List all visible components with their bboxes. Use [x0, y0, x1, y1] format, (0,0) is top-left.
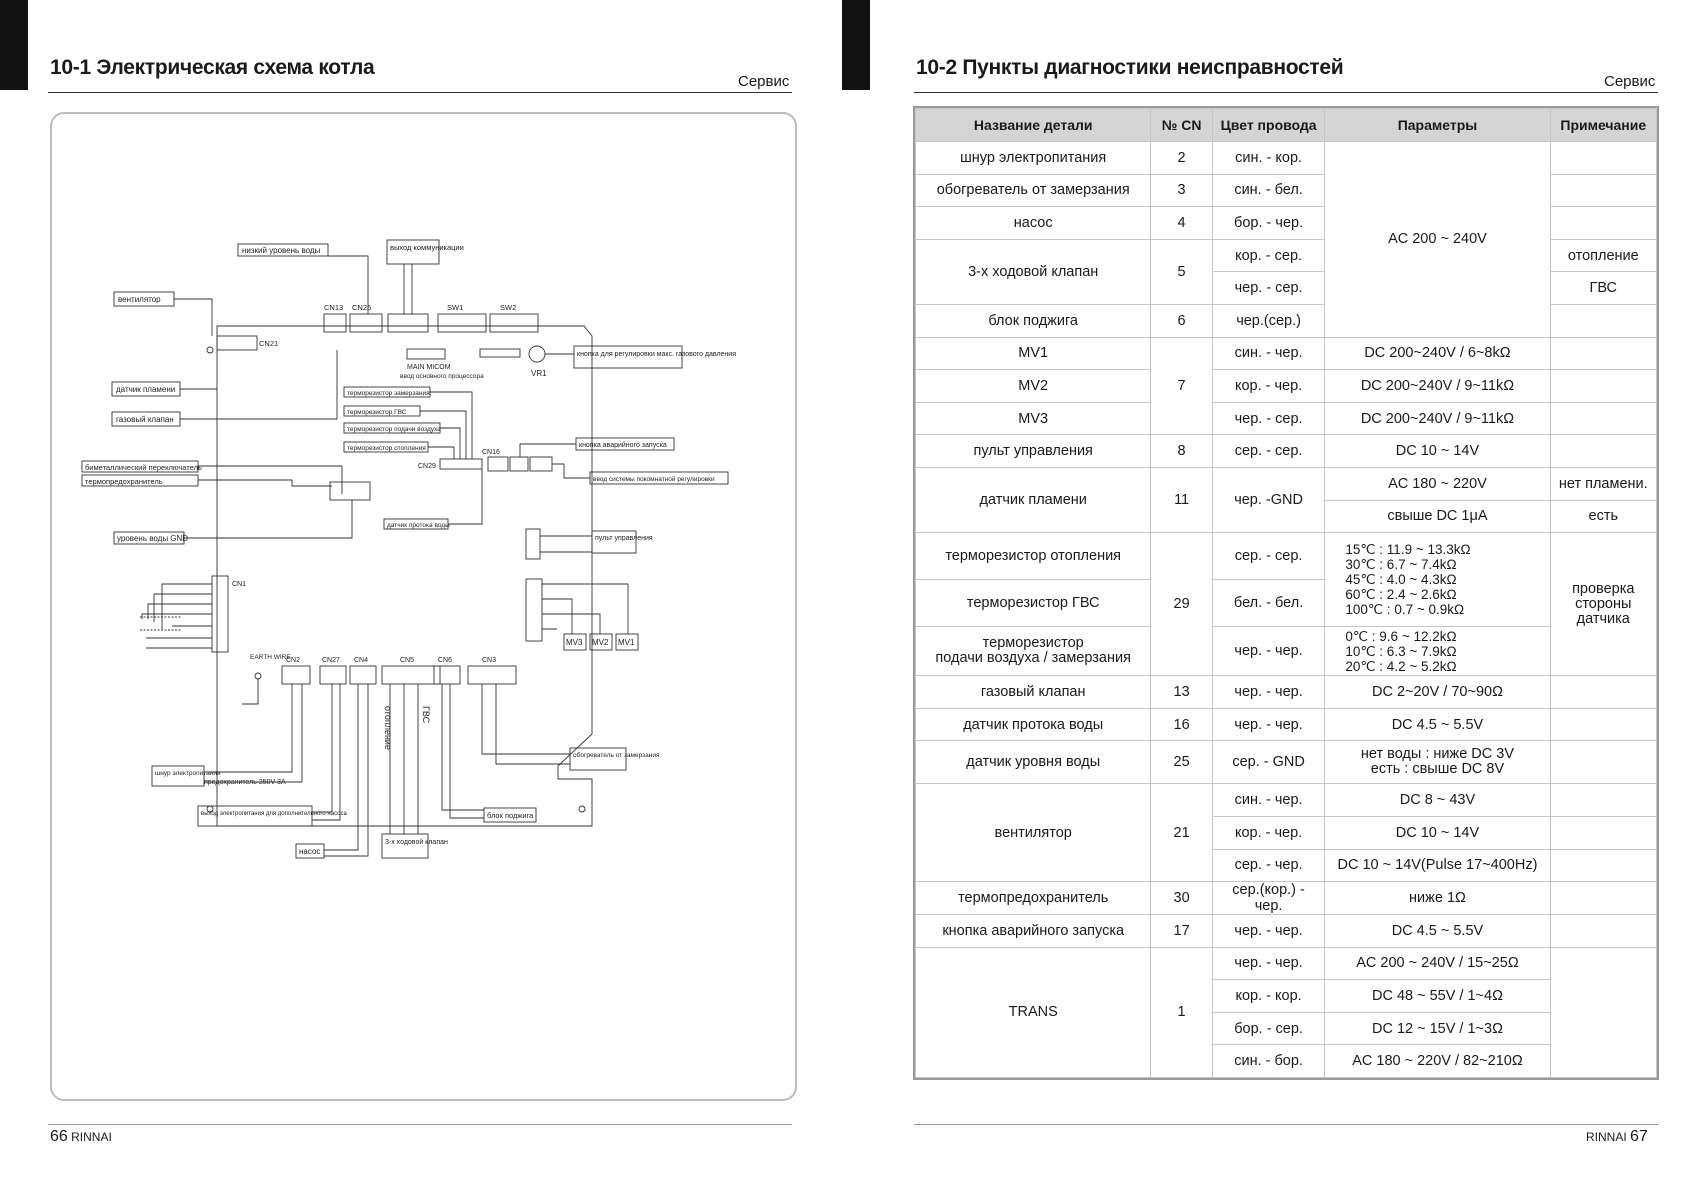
th-dhw-label: терморезистор ГВС — [347, 409, 407, 416]
power-cord-label: шнур электропитания — [155, 770, 221, 777]
cell-note — [1550, 402, 1656, 435]
right-section-label: Сервис — [1604, 73, 1656, 90]
cell-wire: сер. - сер. — [1212, 533, 1325, 580]
cell-params: DC 200~240V / 6~8kΩ — [1325, 337, 1550, 370]
cell-note — [1550, 947, 1656, 1077]
cell-name: датчик пламени — [916, 467, 1151, 532]
param-line: 0℃ : 9.6 ~ 12.2kΩ — [1345, 628, 1457, 644]
right-brand: RINNAI — [1586, 1130, 1627, 1144]
cell-cn: 16 — [1151, 708, 1212, 741]
cell-params: DC 10 ~ 14V(Pulse 17~400Hz) — [1325, 849, 1550, 882]
param-line: 10℃ : 6.3 ~ 7.9kΩ — [1345, 643, 1457, 659]
cell-name: терморезистор отопления — [916, 533, 1151, 580]
cell-name: газовый клапан — [916, 676, 1151, 709]
cell-params: AC 180 ~ 220V / 82~210Ω — [1325, 1045, 1550, 1078]
cell-params: DC 2~20V / 70~90Ω — [1325, 676, 1550, 709]
cell-note — [1550, 142, 1656, 175]
cell-note: нет пламени. — [1550, 467, 1656, 500]
mv2-label: MV2 — [592, 638, 609, 647]
param-line: 45℃ : 4.0 ~ 4.3kΩ — [1345, 572, 1457, 588]
cell-wire: кор. - кор. — [1212, 980, 1325, 1013]
vr1-label: VR1 — [531, 369, 547, 378]
left-header-rule — [48, 92, 792, 93]
cell-note — [1550, 370, 1656, 403]
ignition-label: блок поджига — [487, 811, 534, 820]
cell-cn: 30 — [1151, 882, 1212, 915]
comm-out-label: выход коммуникации — [390, 243, 464, 252]
cell-note — [1550, 435, 1656, 468]
table-row — [916, 947, 1657, 980]
cn1-connector — [212, 576, 228, 652]
table-row — [916, 915, 1657, 948]
cell-note — [1550, 304, 1656, 337]
cell-note — [1550, 676, 1656, 709]
cn29-label: CN29 — [418, 463, 436, 470]
cell-params: AC 200 ~ 240V / 15~25Ω — [1325, 947, 1550, 980]
sw2-label: SW2 — [500, 303, 517, 312]
remote-wires — [540, 536, 592, 552]
valve3-wires — [390, 684, 418, 834]
room-ctrl-label: ввод системы покомнатной регулировки — [593, 476, 715, 483]
heating-vertical-label: отопление — [383, 706, 393, 750]
cell-wire: сер. - чер. — [1212, 849, 1325, 882]
left-footer-rule — [48, 1124, 792, 1125]
table-row — [916, 435, 1657, 468]
cell-cn: 7 — [1151, 337, 1212, 435]
cell-params: DC 8 ~ 43V — [1325, 784, 1550, 817]
left-footer — [50, 1128, 112, 1146]
vr1-knob — [529, 346, 545, 362]
table-row — [916, 676, 1657, 709]
bimetal-label: биметаллический переключатель — [85, 463, 202, 472]
aux-pump-wires — [312, 684, 340, 820]
cn16-label: CN16 — [482, 449, 500, 456]
antifreeze-label: обогреватель от замерзания — [573, 752, 660, 759]
left-page-number: 66 — [50, 1128, 68, 1145]
cn13-label: CN13 — [324, 303, 344, 312]
cell-note — [1550, 849, 1656, 882]
cell-note — [1550, 882, 1656, 915]
cell-note: отопление — [1550, 239, 1656, 272]
left-page-title: 10-1 Электрическая схема котла — [50, 56, 375, 79]
sw1-switch — [438, 314, 486, 332]
cn3-label: CN3 — [482, 657, 497, 664]
cn26-connector — [407, 349, 445, 359]
table-row — [916, 337, 1657, 370]
cell-wire: чер. - чер. — [1212, 915, 1325, 948]
valve3-box — [382, 834, 428, 858]
th-freeze-label: терморезистор замерзания — [347, 390, 430, 397]
note-line: проверка — [1572, 580, 1635, 597]
right-footer-rule — [914, 1124, 1658, 1125]
header-cn: № CN — [1151, 109, 1212, 142]
cell-wire: син. - кор. — [1212, 142, 1325, 175]
cell-params: свыше DC 1μA — [1325, 500, 1550, 533]
cn29-connector — [440, 459, 482, 469]
gas-label: газовый клапан — [116, 415, 174, 424]
cell-cn: 5 — [1151, 239, 1212, 304]
cell-params: DC 200~240V / 9~11kΩ — [1325, 402, 1550, 435]
mv3-label: MV3 — [566, 638, 583, 647]
cell-name: MV1 — [916, 337, 1151, 370]
cell-note — [1550, 174, 1656, 207]
param-line: 60℃ : 2.4 ~ 2.6kΩ — [1345, 587, 1457, 603]
cn5-connector — [382, 666, 440, 684]
cn17-connector — [510, 457, 528, 471]
cell-wire: сер. - сер. — [1212, 435, 1325, 468]
pcb-outline — [217, 326, 592, 826]
cn21-label: CN21 — [259, 339, 279, 348]
fuse-label: предохранитель 250V 3A — [204, 779, 286, 786]
main-input-label: ввод основного процессора — [400, 373, 484, 380]
right-header-rule — [914, 92, 1658, 93]
dhw-vertical-label: ГВС — [421, 706, 431, 724]
cell-name: обогреватель от замерзания — [916, 174, 1151, 207]
cell-wire: сер.(кор.) - чер. — [1212, 882, 1325, 915]
cn20-connector — [530, 457, 552, 471]
cell-wire: бор. - сер. — [1212, 1012, 1325, 1045]
max-gas-label: кнопка для регулировки макс. газового давления — [577, 351, 736, 358]
pump-wires — [324, 684, 368, 856]
header-wire: Цвет провода — [1212, 109, 1325, 142]
cell-params: DC 4.5 ~ 5.5V — [1325, 708, 1550, 741]
cell-name: MV2 — [916, 370, 1151, 403]
cell-wire: чер. - чер. — [1212, 676, 1325, 709]
name-line: подачи воздуха / замерзания — [935, 650, 1131, 667]
water-gnd-label: уровень воды GND — [117, 534, 189, 543]
mv-wires — [542, 584, 628, 634]
table-row — [916, 402, 1657, 435]
cell-cn: 13 — [1151, 676, 1212, 709]
cell-note — [1550, 337, 1656, 370]
cell-cn: 11 — [1151, 467, 1212, 532]
page-tab-marker — [842, 0, 870, 90]
cell-wire: кор. - сер. — [1212, 239, 1325, 272]
cell-wire: чер. - чер. — [1212, 708, 1325, 741]
cell-note — [1550, 533, 1656, 676]
cell-note: ГВС — [1550, 272, 1656, 305]
cell-note — [1550, 816, 1656, 849]
gas-wire — [180, 350, 337, 419]
main-micom-label: MAIN MICOM — [407, 364, 451, 371]
cell-note — [1550, 741, 1656, 784]
thermofuse-label: термопредохранитель — [85, 477, 163, 486]
cell-params: DC 10 ~ 14V — [1325, 435, 1550, 468]
cell-params — [1325, 741, 1550, 784]
table-row — [916, 882, 1657, 915]
table-row — [916, 142, 1657, 175]
low-water-label: низкий уровень воды — [242, 246, 321, 255]
param-line: 15℃ : 11.9 ~ 13.3kΩ — [1345, 542, 1471, 558]
cell-name: термопредохранитель — [916, 882, 1151, 915]
left-brand: RINNAI — [71, 1130, 112, 1144]
cn3-connector — [468, 666, 516, 684]
earth-label: EARTH WIRE — [250, 654, 291, 661]
pump-label: насос — [299, 847, 321, 856]
cn25-label: CN25 — [352, 303, 372, 312]
cell-cn: 1 — [1151, 947, 1212, 1077]
cell-cn: 3 — [1151, 174, 1212, 207]
power-wires — [204, 684, 302, 782]
mv1-label: MV1 — [618, 638, 635, 647]
cell-wire: чер. - сер. — [1212, 402, 1325, 435]
cell-cn: 8 — [1151, 435, 1212, 468]
cell-name: 3-х ходовой клапан — [916, 239, 1151, 304]
cell-cn: 6 — [1151, 304, 1212, 337]
cell-wire: кор. - чер. — [1212, 370, 1325, 403]
antifreeze-wires — [482, 684, 570, 764]
cell-wire: чер. -GND — [1212, 467, 1325, 532]
th-air-label: терморезистор подачи воздуха — [347, 426, 441, 433]
sw2-switch — [490, 314, 538, 332]
param-line: 30℃ : 6.7 ~ 7.4kΩ — [1345, 557, 1457, 573]
bimetal-wires — [198, 466, 342, 494]
comm-wire — [404, 264, 412, 314]
remote-label: пульт управления — [595, 535, 653, 542]
cell-cn: 17 — [1151, 915, 1212, 948]
cell-wire: бор. - чер. — [1212, 207, 1325, 240]
cell-params: AC 180 ~ 220V — [1325, 467, 1550, 500]
fan-wire — [174, 299, 212, 336]
cell-cn: 25 — [1151, 741, 1212, 784]
note-line: датчика — [1576, 610, 1630, 627]
cell-name: кнопка аварийного запуска — [916, 915, 1151, 948]
page-tab-marker — [0, 0, 28, 90]
cell-params — [1325, 533, 1550, 627]
wiring-diagram-svg — [52, 114, 795, 1099]
cell-name: пульт управления — [916, 435, 1151, 468]
cell-wire: бел. - бел. — [1212, 580, 1325, 627]
th-heat-label: терморезистор отопления — [347, 445, 426, 452]
cell-wire: син. - бел. — [1212, 174, 1325, 207]
param-line: 100℃ : 0.7 ~ 0.9kΩ — [1345, 602, 1465, 618]
table-row — [916, 627, 1657, 676]
cell-params: DC 4.5 ~ 5.5V — [1325, 915, 1550, 948]
cell-wire: син. - чер. — [1212, 337, 1325, 370]
cell-wire: чер. - чер. — [1212, 947, 1325, 980]
cell-name: терморезистор ГВС — [916, 580, 1151, 627]
cn6-label: CN6 — [438, 657, 453, 664]
right-page-title: 10-2 Пункты диагностики неисправностей — [916, 56, 1344, 79]
cell-params: DC 12 ~ 15V / 1~3Ω — [1325, 1012, 1550, 1045]
cell-params: AC 200 ~ 240V — [1325, 142, 1550, 338]
cell-wire: кор. - чер. — [1212, 816, 1325, 849]
cell-params: ниже 1Ω — [1325, 882, 1550, 915]
cn27-connector — [320, 666, 346, 684]
cn2-connector — [282, 666, 310, 684]
cell-name: TRANS — [916, 947, 1151, 1077]
cn4-label: CN4 — [354, 657, 369, 664]
param-line: 20℃ : 4.2 ~ 5.2kΩ — [1345, 658, 1457, 674]
table-row — [916, 708, 1657, 741]
cell-name — [916, 627, 1151, 676]
trans-coils — [140, 617, 182, 630]
table-row — [916, 533, 1657, 580]
pcb-hole — [579, 806, 585, 812]
cell-wire: сер. - GND — [1212, 741, 1325, 784]
pcb-hole — [207, 347, 213, 353]
flow-wire — [448, 469, 482, 524]
cell-params: DC 200~240V / 9~11kΩ — [1325, 370, 1550, 403]
table-row — [916, 370, 1657, 403]
cell-name: датчик уровня воды — [916, 741, 1151, 784]
cell-wire: син. - бор. — [1212, 1045, 1325, 1078]
cn1-label: CN1 — [232, 581, 247, 588]
name-line: терморезистор — [982, 635, 1084, 652]
cn13-connector — [324, 314, 346, 332]
header-note: Примечание — [1550, 109, 1656, 142]
cn6-connector — [434, 666, 460, 684]
right-wires — [520, 444, 590, 478]
note-line: стороны — [1575, 595, 1632, 612]
cn10-connector — [388, 314, 428, 332]
cell-cn: 21 — [1151, 784, 1212, 882]
cn2-label: CN2 — [286, 657, 301, 664]
cell-wire: син. - чер. — [1212, 784, 1325, 817]
left-section-label: Сервис — [738, 73, 790, 90]
wiring-diagram — [50, 112, 797, 1101]
cell-name: MV3 — [916, 402, 1151, 435]
cn8-connector — [526, 529, 540, 559]
flame-label: датчик пламени — [116, 385, 176, 394]
flow-label: датчик протока воды — [387, 522, 450, 529]
table-header-row — [916, 109, 1657, 142]
header-params: Параметры — [1325, 109, 1550, 142]
header-part-name: Название детали — [916, 109, 1151, 142]
earth-wire — [242, 679, 258, 704]
cn7-connector — [526, 579, 542, 641]
cell-note — [1550, 708, 1656, 741]
cell-name: насос — [916, 207, 1151, 240]
cell-name: шнур электропитания — [916, 142, 1151, 175]
cell-note — [1550, 915, 1656, 948]
cell-name: датчик протока воды — [916, 708, 1151, 741]
aux-pump-label: выход электропитания для дополнительного насоса — [201, 811, 347, 817]
param-line: нет воды : ниже DC 3V — [1360, 746, 1515, 763]
table-row — [916, 784, 1657, 817]
param-line: есть : свыше DC 8V — [1370, 761, 1505, 778]
cn27-label: CN27 — [322, 657, 340, 664]
cell-wire: чер. - чер. — [1212, 627, 1325, 676]
cell-wire: чер.(сер.) — [1212, 304, 1325, 337]
cell-cn: 29 — [1151, 533, 1212, 676]
cn21-connector — [217, 336, 257, 350]
cell-note — [1550, 207, 1656, 240]
earth-terminal — [255, 673, 261, 679]
cell-name: блок поджига — [916, 304, 1151, 337]
cn25-connector — [350, 314, 382, 332]
cn16-connector — [488, 457, 508, 471]
cell-cn: 4 — [1151, 207, 1212, 240]
emergency-label: кнопка аварийного запуска — [579, 442, 667, 449]
right-page-number: 67 — [1630, 1128, 1648, 1145]
right-footer — [1586, 1128, 1648, 1146]
cell-params — [1325, 627, 1550, 676]
valve3-label: 3-х ходовой клапан — [385, 839, 448, 846]
cell-note — [1550, 784, 1656, 817]
fan-label: вентилятор — [118, 295, 161, 304]
water-gnd-wire — [184, 500, 352, 538]
diagnostics-table — [915, 108, 1657, 1078]
cell-cn: 2 — [1151, 142, 1212, 175]
thermofuse-connector — [330, 482, 370, 500]
cn31-connector — [480, 349, 520, 357]
cell-note: есть — [1550, 500, 1656, 533]
cn5-label: CN5 — [400, 657, 415, 664]
sw1-label: SW1 — [447, 303, 464, 312]
table-row — [916, 467, 1657, 500]
table-row — [916, 741, 1657, 784]
cell-wire: чер. - сер. — [1212, 272, 1325, 305]
cn4-connector — [350, 666, 376, 684]
ignition-wires — [442, 684, 484, 818]
trans-wires — [142, 584, 212, 648]
cell-params: DC 48 ~ 55V / 1~4Ω — [1325, 980, 1550, 1013]
cell-params: DC 10 ~ 14V — [1325, 816, 1550, 849]
cell-name: вентилятор — [916, 784, 1151, 882]
